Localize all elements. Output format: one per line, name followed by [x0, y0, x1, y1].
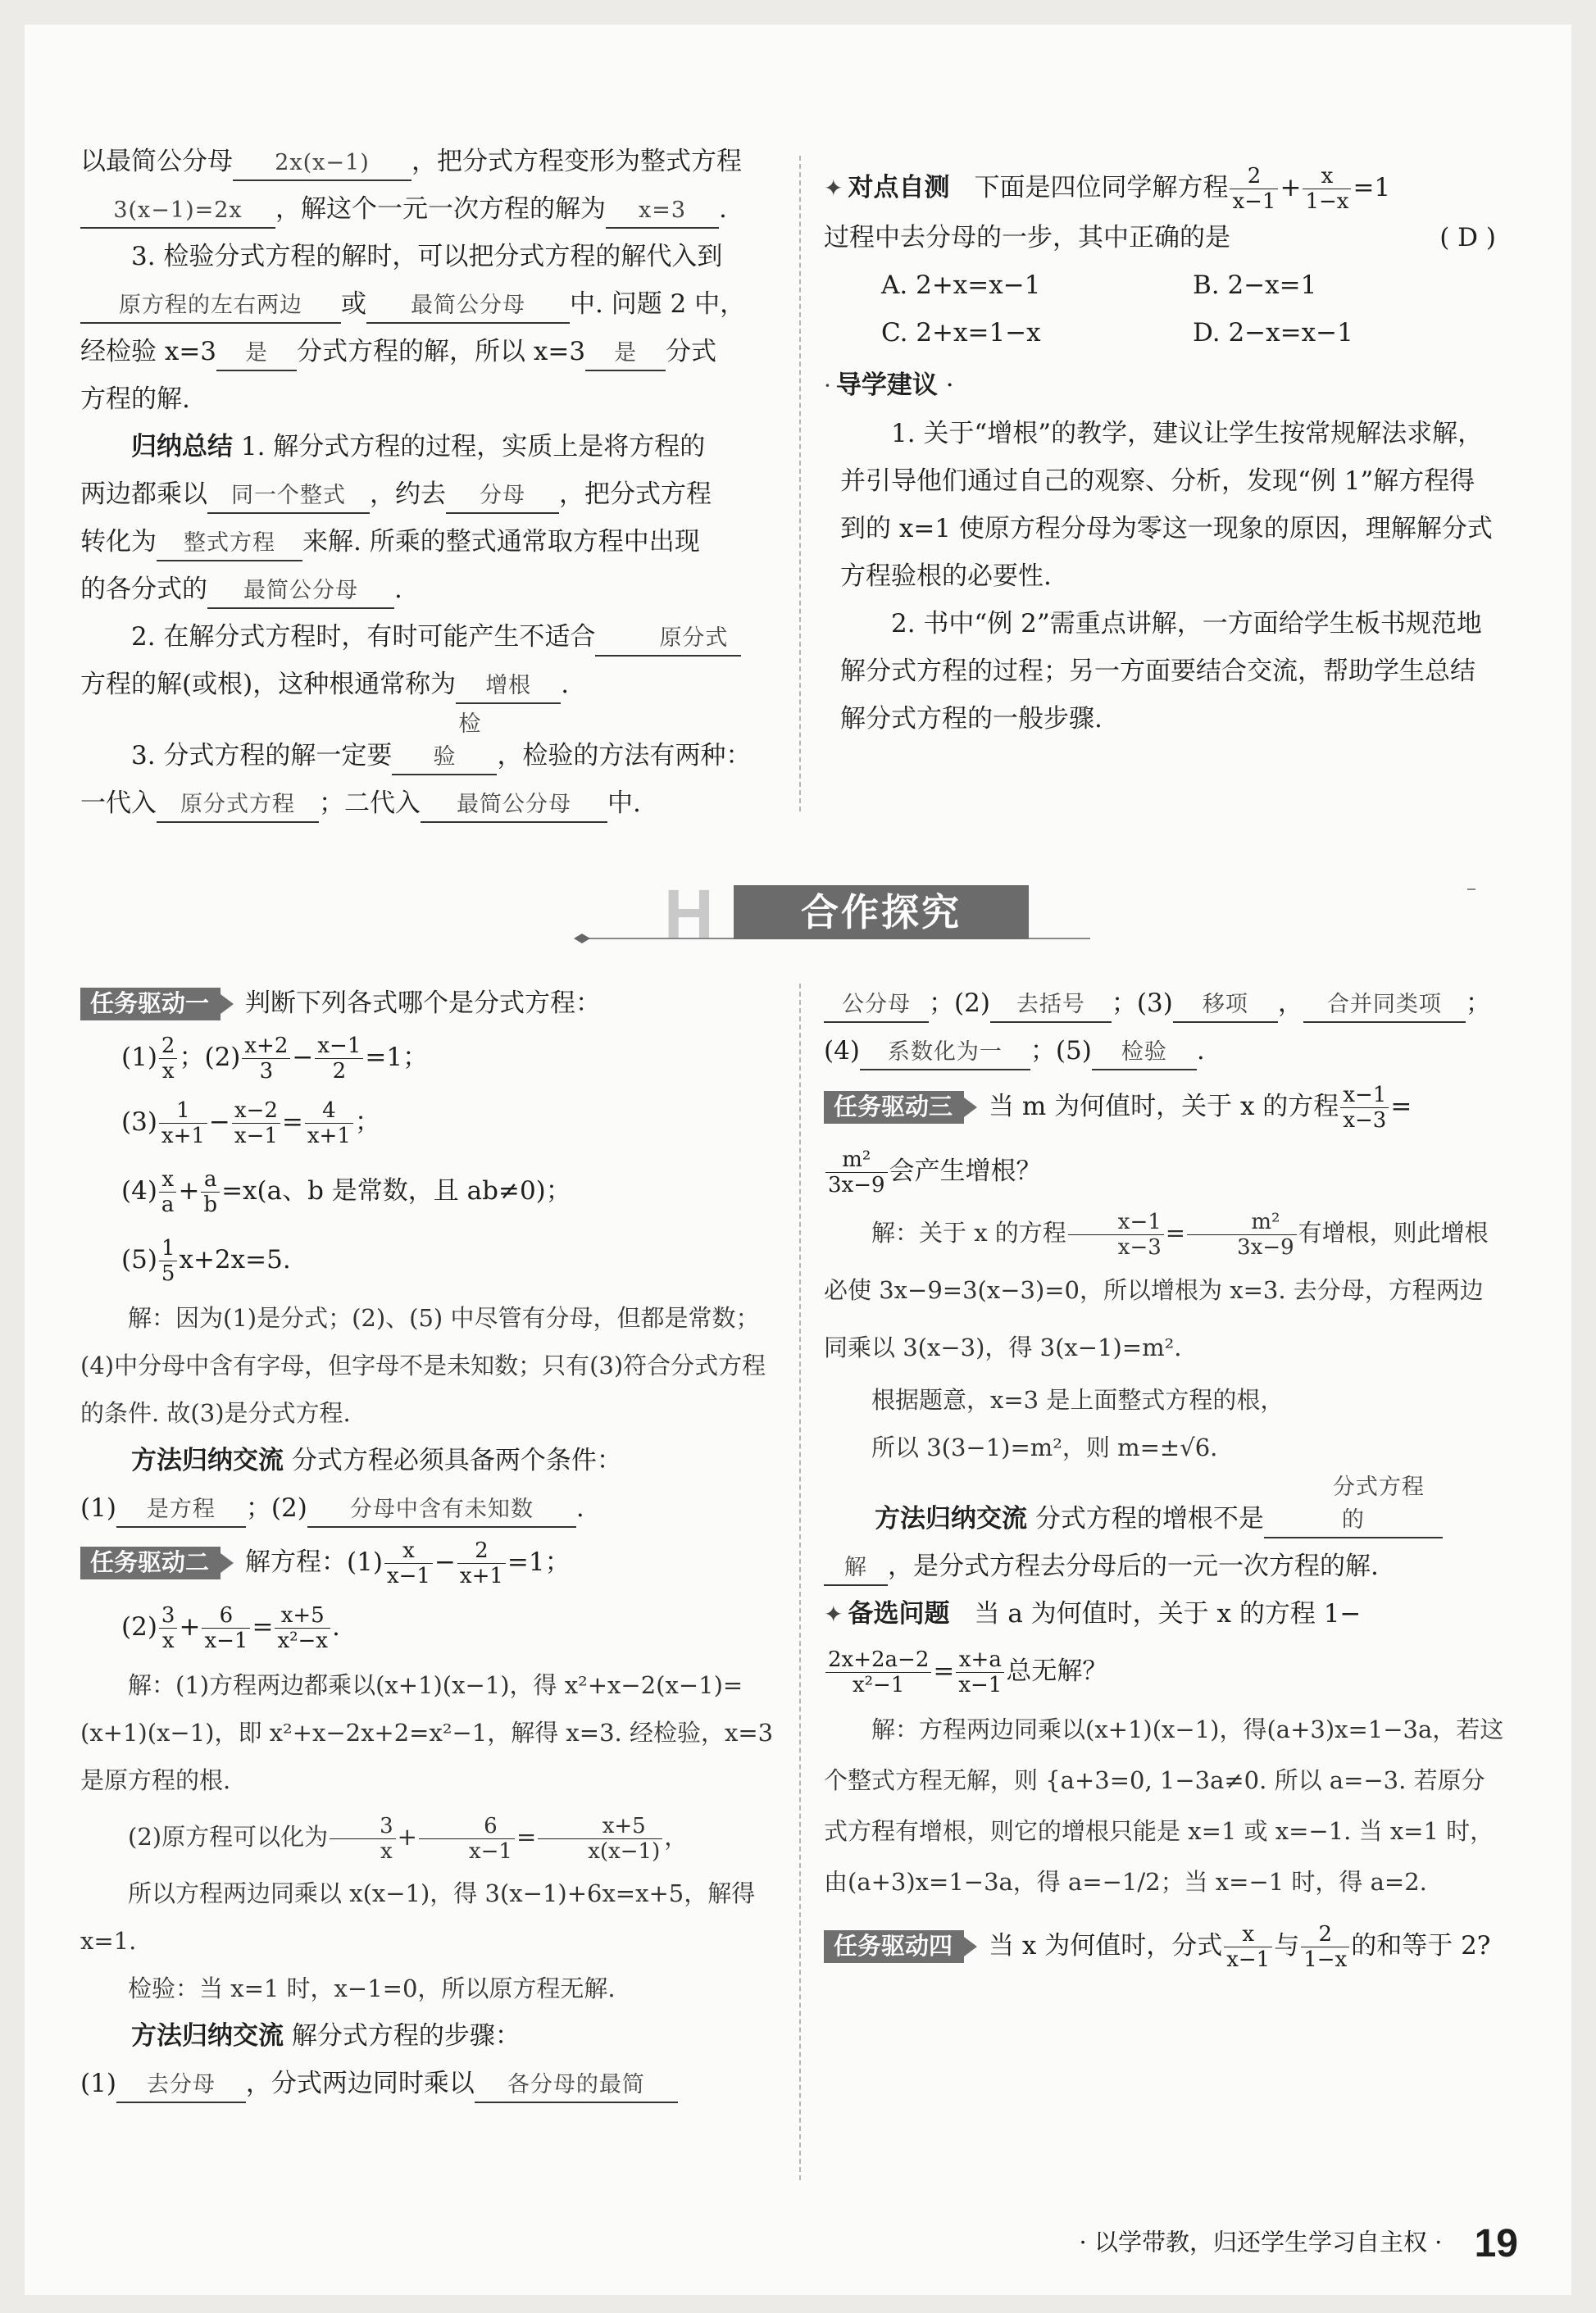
- blank-answer: 3(x−1)=2x: [80, 194, 275, 229]
- solution-text: 解：方程两边同乘以(x+1)(x−1)，得(a+3)x=1−3a，若这个整式方程无解，则 {a+3=0, 1−3a≠0. 所以 a=−3. 若原分式方程有增根，则它的增根只能是 x=1 或 x=−1. 当 x=1 时，由(a+3)x=1−3a，得 a=−1/2；当 x=−1 时，得 a=2.: [824, 1715, 1504, 1896]
- solution-text: 所以方程两边同乘以 x(x−1)，得 3(x−1)+6x=x+5，解得 x=1.: [80, 1879, 756, 1955]
- text: 分式方程的增根不是: [1027, 1504, 1264, 1534]
- answer-bracket: ( D ): [1439, 223, 1496, 252]
- text: 2. 在解分式方程时，有时可能产生不适合: [131, 622, 596, 652]
- text: .: [561, 670, 570, 699]
- blank-answer: 原方程的左右两边: [80, 289, 341, 324]
- task-tag-3: 任务驱动三: [824, 1091, 964, 1124]
- method-label: 方法归纳交流: [131, 2021, 284, 2050]
- text: 的和等于 2?: [1351, 1931, 1491, 1961]
- solution-text: 根据题意，x=3 是上面整式方程的根，: [871, 1386, 1285, 1414]
- text: 中.: [607, 788, 641, 818]
- text: ，分式两边同时乘以: [245, 2069, 475, 2098]
- right-bottom-column: 公分母 ；(2) 去括号 ；(3) 移项 ， 合并同类项 ； (4) 系数化为一 ；(5) 检验 . 任务驱动三 当 m 为何值时，关于 x 的方程 $\frac{x-1}{x-3}$ = $\frac{\text{m²}}{3x-9}$ 会产生增根？ 解：关于 x 的方程 $\frac{x-1}{x-3}$ = $\frac{\text{m²}}{3x-9}$ 有增根，则此增根必使 3x−9=3(x−3)=0，所以增根为 x=3. 去分母，方程两边同乘以 3(x−3)，得 3(x−1)=m². 根据题意，x=3 是上面整式方程的根， 所以 3(3−1)=m²，则 m=±√6. 方法归纳交流 分式方程的增根不是分式方程的 解 ，是分式方程去分母后的一元一次方程的解. ✦ 备选问题 当 a 为何值时，关于 x 的方程 1− $\frac{2x+2a-2}{\text{x²−1}}$ = $\frac{x+a}{x-1}$ 总无解？ 解：方程两边同乘以(x+1)(x−1)，得(a+3)x=1−3a，若这个整式方程无解，则 {a+3=0, 1−3a≠0. 所以 a=−3. 若原分式方程有增根，则它的增根只能是 x=1 或 x=−1. 当 x=1 时，由(a+3)x=1−3a，得 a=−1/2；当 x=−1 时，得 a=2. 任务驱动四 当 x 为何值时，分式 $\frac{x}{x-1}$ 与 $\frac{2}{1-x}$ 的和等于 2?: [824, 988, 1504, 1972]
- text: 分式方程必须具备两个条件：: [284, 1446, 622, 1475]
- text: 解方程：: [245, 1547, 348, 1577]
- text: 过程中去分母的一步，其中正确的是: [824, 223, 1230, 252]
- option-c: C. 2+x=1−x: [881, 318, 1041, 348]
- method-label: 方法归纳交流: [131, 1446, 284, 1475]
- method-label: 方法归纳交流: [875, 1504, 1027, 1533]
- text: 的各分式的: [80, 575, 207, 604]
- blank-answer: 移项: [1173, 988, 1278, 1023]
- equation-fraction: $\frac{x}{1-x}$: [1303, 164, 1351, 214]
- guide-paragraph: 1. 关于“增根”的教学，建议让学生按常规解法求解，并引导他们通过自己的观察、分析，发现“例 1”解方程得到的 x=1 使原方程分母为零这一现象的原因，理解解分式方程验根的必要性.: [840, 419, 1493, 591]
- text: 1. 解分式方程的过程，实质上是将方程的: [233, 432, 706, 461]
- summary-label: 归纳总结: [131, 432, 233, 461]
- blank-answer: 系数化为一: [860, 1036, 1030, 1070]
- option-d: D. 2−x=x−1: [1193, 318, 1353, 348]
- dot-icon: ·: [937, 370, 954, 400]
- spare-question-label: 备选问题: [848, 1599, 950, 1628]
- solution-text: 解：因为(1)是分式；(2)、(5) 中尽管有分母，但都是常数；(4)中分母中含有字母，但字母不是未知数；只有(3)符合分式方程的条件. 故(3)是分式方程.: [80, 1304, 766, 1427]
- blank-answer: 检验: [392, 708, 497, 775]
- text: 方程的解(或根)，这种根通常称为: [80, 670, 457, 699]
- sparkle-icon: ✦: [824, 175, 843, 202]
- blank-answer: 最简公分母: [366, 289, 570, 324]
- task-tag-2: 任务驱动二: [80, 1547, 221, 1579]
- text: 当 a 为何值时，关于 x 的方程 1−: [974, 1599, 1362, 1629]
- text: 与: [1274, 1931, 1300, 1961]
- option-a: A. 2+x=x−1: [881, 270, 1041, 300]
- blank-answer: 是方程: [116, 1493, 246, 1528]
- text: 经检验 x=3: [80, 337, 217, 366]
- footer: [1080, 2221, 1518, 2266]
- text: ；(2): [245, 1493, 307, 1523]
- blank-answer: 去分母: [116, 2069, 246, 2103]
- column-divider: [799, 984, 801, 2180]
- text: 会产生增根？: [889, 1156, 1042, 1186]
- text: .: [1196, 1036, 1205, 1066]
- column-divider: [799, 156, 801, 811]
- solution-text: 所以 3(3−1)=m²，则 m=±√6.: [871, 1434, 1218, 1461]
- text: 3. 检验分式方程的解时，可以把分式方程的解代入到: [131, 242, 723, 271]
- text: .: [394, 575, 402, 604]
- text: 解分式方程的步骤：: [284, 2021, 521, 2051]
- text: 下面是四位同学解方程: [974, 173, 1229, 202]
- blank-answer: 分母中含有未知数: [307, 1493, 576, 1528]
- text: 中. 问题 2 中，: [570, 289, 746, 319]
- blank-answer: 公分母: [824, 988, 929, 1023]
- blank-answer: 解: [824, 1552, 888, 1586]
- text: (4): [824, 1036, 860, 1066]
- blank-answer: 同一个整式: [207, 479, 370, 514]
- text: 一代入: [80, 788, 157, 818]
- text: ；(3): [1111, 988, 1173, 1018]
- text: 两边都乘以: [80, 479, 207, 509]
- text: ，解这个一元一次方程的解为: [275, 194, 606, 224]
- text: 有增根，则此增根必使 3x−9=3(x−3)=0，所以增根为 x=3. 去分母，方程两边同乘以 3(x−3)，得 3(x−1)=m².: [824, 1219, 1489, 1361]
- page-number: 19: [1474, 2222, 1518, 2265]
- text: ，检验的方法有两种：: [497, 741, 752, 770]
- text: 解：关于 x 的方程: [871, 1219, 1066, 1247]
- text: 3. 分式方程的解一定要: [131, 741, 393, 770]
- solution-text: 解：(1)方程两边都乘以(x+1)(x−1)，得 x²+x−2(x−1)=(x+1)(x−1)，即 x²+x−2x+2=x²−1，解得 x=3. 经检验，x=3 是原方程的根.: [80, 1671, 774, 1794]
- text: 总无解？: [1006, 1656, 1108, 1686]
- text: ，约去: [370, 479, 446, 509]
- blank-answer: 分母: [446, 479, 559, 514]
- banner-title: 合作探究: [734, 885, 1029, 939]
- text: 判断下列各式哪个是分式方程：: [245, 988, 602, 1018]
- blank-answer: 去括号: [990, 988, 1112, 1023]
- text: .: [575, 1493, 584, 1523]
- text: 当 m 为何值时，关于 x 的方程: [989, 1092, 1339, 1121]
- dot-icon: ·: [824, 372, 831, 399]
- text: ，: [1277, 988, 1303, 1018]
- blank-answer: 2x(x−1): [233, 147, 412, 181]
- guide-label: 导学建议: [835, 370, 938, 399]
- text: 方程的解.: [80, 384, 190, 414]
- banner-letter: H: [664, 875, 714, 952]
- text: (2)原方程可以化为: [128, 1823, 329, 1851]
- text: (1): [80, 2069, 116, 2098]
- text: 当 x 为何值时，分式: [989, 1931, 1223, 1961]
- self-test-label: 对点自测: [848, 173, 950, 202]
- task-tag-4: 任务驱动四: [824, 1930, 964, 1963]
- text: ，是分式方程去分母后的一元一次方程的解.: [888, 1552, 1379, 1581]
- text: ；(2): [929, 988, 990, 1018]
- text: ，把分式方程变形为整式方程: [412, 147, 742, 176]
- text: ；(5): [1030, 1036, 1092, 1066]
- blank-answer: 分式方程的: [1264, 1471, 1443, 1538]
- solution-text: 检验：当 x=1 时，x−1=0，所以原方程无解.: [128, 1974, 616, 2002]
- blank-answer: 最简公分母: [421, 788, 607, 823]
- blank-answer: 原分式方程: [157, 788, 319, 823]
- blank-answer: 合并同类项: [1303, 988, 1466, 1023]
- blank-answer: 各分母的最简: [475, 2069, 678, 2103]
- guide-paragraph: 2. 书中“例 2”需重点讲解，一方面给学生板书规范地解分式方程的过程；另一方面要结合交流，帮助学生总结解分式方程的一般步骤.: [840, 609, 1482, 734]
- text: 或: [341, 289, 366, 319]
- blank-answer: 检验: [1092, 1036, 1197, 1070]
- text: ；二代入: [319, 788, 421, 818]
- text: 来解. 所乘的整式通常取方程中出现: [302, 527, 700, 557]
- blank-answer: 是: [585, 337, 666, 371]
- text: .: [719, 194, 727, 224]
- sparkle-icon: ✦: [824, 1601, 843, 1628]
- text: (1): [80, 1493, 116, 1523]
- text: 分式方程的解，所以 x=3: [297, 337, 586, 366]
- left-bottom-column: 任务驱动一 判断下列各式哪个是分式方程： (1) $\frac{2}{x}$ ；(2) $\frac{x+2}{3}$ − $\frac{x-1}{2}$ =1； (3) $\frac{1}{x+1}$ − $\frac{x-2}{x-1}$ = $\frac{4}{x+1}$ ； (4) $\frac{x}{a}$ + $\frac{a}{b}$ =x(a、b 是常数，且 ab≠0)； (5) $\frac{1}{5}$ x+2x=5. 解：因为(1)是分式；(2)、(5) 中尽管有分母，但都是常数；(4)中分母中含有字母，但字母不是未知数；只有(3)符合分式方程的条件. 故(3)是分式方程. 方法归纳交流 分式方程必须具备两个条件： (1) 是方程 ；(2) 分母中含有未知数 . 任务驱动二 解方程：(1) $\frac{x}{x-1}$ − $\frac{2}{x+1}$ =1； (2) $\frac{3}{x}$ + $\frac{6}{x-1}$ = $\frac{x+5}{\text{x²−x}}$ . 解：(1)方程两边都乘以(x+1)(x−1)，得 x²+x−2(x−1)=(x+1)(x−1)，即 x²+x−2x+2=x²−1，解得 x=3. 经检验，x=3 是原方程的根. (2)原方程可以化为 $\frac{3}{x}$ + $\frac{6}{x-1}$ = $\frac{x+5}{x(x-1)}$ ， 所以方程两边同乘以 x(x−1)，得 3(x−1)+6x=x+5，解得 x=1. 检验：当 x=1 时，x−1=0，所以原方程无解. 方法归纳交流 解分式方程的步骤： (1) 去分母 ，分式两边同时乘以 各分母的最简: [80, 979, 785, 2107]
- left-top-column: [80, 138, 777, 827]
- text: ，把分式方程: [559, 479, 712, 509]
- equation-fraction: $\frac{2}{x-1}$: [1230, 164, 1278, 214]
- right-top-column: ✦ 对点自测 下面是四位同学解方程 $\frac{2}{x-1}$ + $\frac{x}{1-x}$ =1 过程中去分母的一步，其中正确的是 ( D ) A. 2+x=x−1 B. 2−x=1 C. 2+x=1−x D. 2−x=x−1 · 导学建议 · 1. 关于“增根”的教学，建议让学生按常规解法求解，并引导他们通过自己的观察、分析，发现“例 1”解方程得到的 x=1 使原方程分母为零这一现象的原因，理解解分式方程验根的必要性. 2. 书中“例 2”需重点讲解，一方面给学生板书规范地解分式方程的过程；另一方面要结合交流，帮助学生总结解分式方程的一般步骤.: [824, 164, 1496, 743]
- text: 转化为: [80, 527, 157, 557]
- text: 分式: [666, 337, 717, 366]
- options: [824, 261, 1496, 357]
- blank-answer: 是: [216, 337, 297, 371]
- blank-answer: x=3: [606, 194, 719, 229]
- blank-answer: 增根: [456, 670, 561, 704]
- blank-answer: 原分式: [595, 622, 741, 657]
- text: 以最简公分母: [80, 147, 233, 176]
- blank-answer: 最简公分母: [207, 575, 394, 609]
- text: ；: [1465, 988, 1491, 1018]
- task-tag-1: 任务驱动一: [80, 988, 221, 1020]
- footer-motto: · 以学带教，归还学生学习自主权 ·: [1079, 2228, 1443, 2256]
- option-b: B. 2−x=1: [1193, 270, 1317, 300]
- blank-answer: 整式方程: [157, 527, 302, 561]
